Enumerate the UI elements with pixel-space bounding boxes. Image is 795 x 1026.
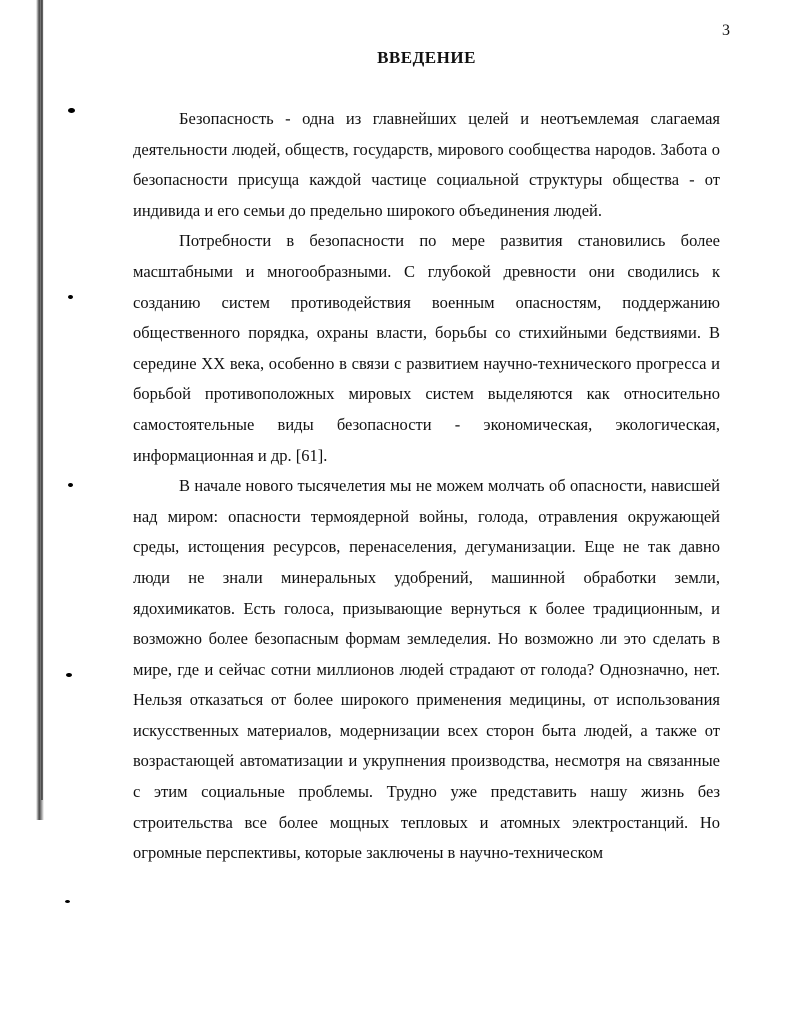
document-body <box>133 104 720 869</box>
page-number: 3 <box>722 22 730 39</box>
scan-speck <box>66 673 72 677</box>
paragraph: Потребности в безопасности по мере развития становились более масштабными и многообразными. С глубокой древности они сводились к созданию систем противодействия военным опасностям, поддержанию общественного порядка, охраны власти, борьбы со стихийными бедствиями. В середине XX века, особенно в связи с развитием научно-технического прогресса и борьбой противоположных мировых систем выделяются как относительно самостоятельные виды безопасности - экономическая, экологическая, информационная и др. [61]. <box>133 231 720 465</box>
page-title: ВВЕДЕНИЕ <box>377 48 476 67</box>
scan-speck <box>65 900 70 903</box>
scan-binding-line <box>41 0 43 800</box>
scan-speck <box>68 295 73 299</box>
paragraph: Безопасность - одна из главнейших целей и неотъемлемая слагаемая деятельности людей, обществ, государств, мирового сообщества народов. Забота о безопасности присуща каждой частице социальной структуры общества - от индивида и его семьи до предельно широкого объединения людей. <box>133 109 720 220</box>
scan-speck <box>68 483 73 487</box>
scan-speck <box>68 108 75 113</box>
paragraph: В начале нового тысячелетия мы не можем молчать об опасности, нависшей над миром: опасности термоядерной войны, голода, отравления окружающей среды, истощения ресурсов, перенаселения, дегуманизации. Еще не так давно люди не знали минеральных удобрений, машинной обработки земли, ядохимикатов. Есть голоса, призывающие вернуться к более традиционным, и возможно более безопасным формам земледелия. Но возможно ли это сделать в мире, где и сейчас сотни миллионов людей страдают от голода? Однозначно, нет. Нельзя отказаться от более широкого применения медицины, от использования искусственных материалов, модернизации всех сторон быта людей, а также от возрастающей автоматизации и укрупнения производства, несмотря на связанные с этим социальные проблемы. Трудно уже представить нашу жизнь без строительства все более мощных тепловых и атомных электростанций. Но огромные перспективы, которые заключены в научно-техническом <box>133 476 720 863</box>
